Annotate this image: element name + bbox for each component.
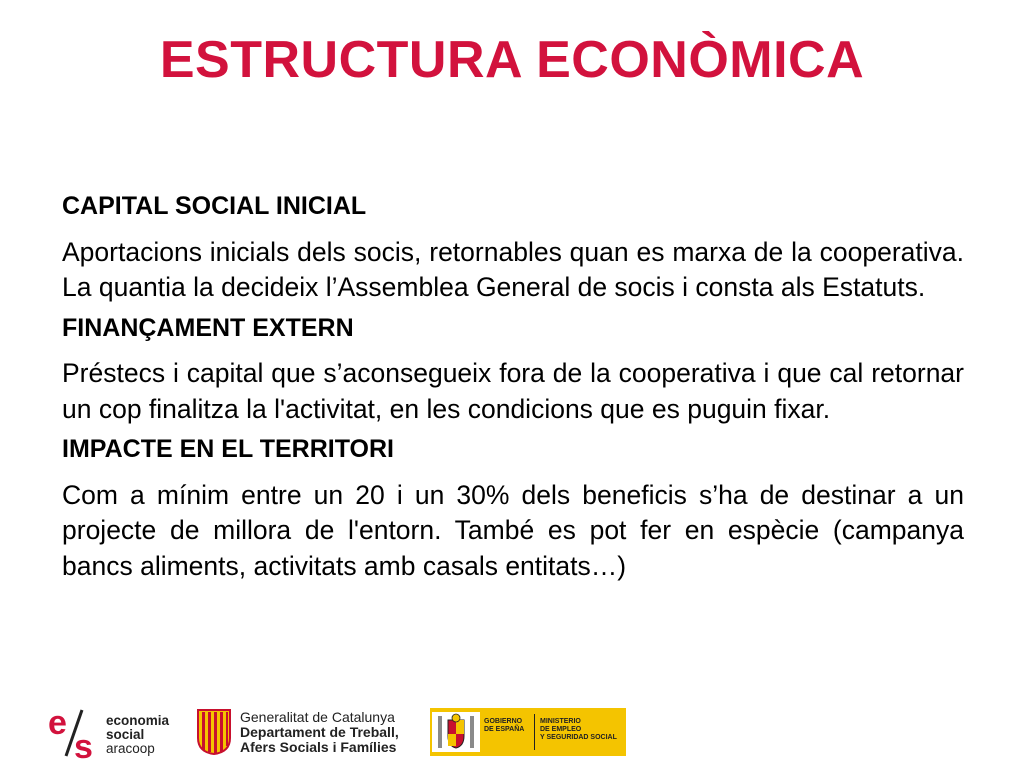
section-text: Aportacions inicials dels socis, retornables quan es marxa de la cooperativa. La quantia la decideix l’Assemblea General de socis i consta als Estatuts. (62, 236, 964, 302)
section-text: Com a mínim entre un 20 i un 30% dels beneficis s’ha de destinar a un projecte de millora de l'entorn. També es pot fer en espècie (campanya bancs aliments, activitats amb casals entitats…) (62, 479, 964, 581)
gobierno-text (484, 718, 524, 734)
generalitat-text (240, 710, 399, 755)
gen-line1: Generalitat de Catalunya (240, 709, 395, 725)
section-capital-social (62, 190, 964, 306)
generalitat-logo (196, 708, 426, 758)
section-heading: CAPITAL SOCIAL INICIAL (62, 192, 367, 220)
page-title: ESTRUCTURA ECONÒMICA (159, 31, 865, 89)
logo-divider (534, 714, 535, 750)
svg-text:e: e (48, 706, 67, 742)
min-line3: Y SEGURIDAD SOCIAL (540, 734, 617, 741)
es-logo-icon (48, 706, 100, 760)
spain-coat-of-arms-icon (432, 712, 480, 752)
gov-line2: DE ESPAÑA (484, 726, 525, 733)
economia-social-logo (48, 706, 198, 760)
section-heading: FINANÇAMENT EXTERN (62, 313, 354, 342)
content-body (62, 190, 964, 590)
min-line2: DE EMPLEO (540, 726, 582, 733)
gen-line2: Departament de Treball, (240, 724, 399, 740)
gov-line1: GOBIERNO (484, 718, 523, 725)
es-line1: economia (106, 713, 170, 728)
min-line1: MINISTERIO (540, 718, 581, 725)
section-heading: IMPACTE EN EL TERRITORI (62, 435, 394, 463)
section-financament-extern (62, 312, 964, 428)
ministerio-text (540, 718, 617, 742)
economia-social-text (106, 714, 169, 756)
generalitat-shield-icon (196, 708, 232, 756)
footer-logos (0, 700, 1024, 768)
es-line3: aracoop (106, 741, 155, 756)
section-text: Préstecs i capital que s’aconsegueix fora de la cooperativa i que cal retornar un cop finalitza la l'activitat, en les condicions que es puguin fixar. (62, 358, 964, 424)
section-impacte-territori (62, 433, 964, 584)
es-line2: social (106, 727, 145, 742)
svg-text:s: s (74, 728, 93, 760)
gobierno-espana-logo (430, 708, 626, 756)
gen-line3: Afers Socials i Famílies (240, 739, 397, 755)
